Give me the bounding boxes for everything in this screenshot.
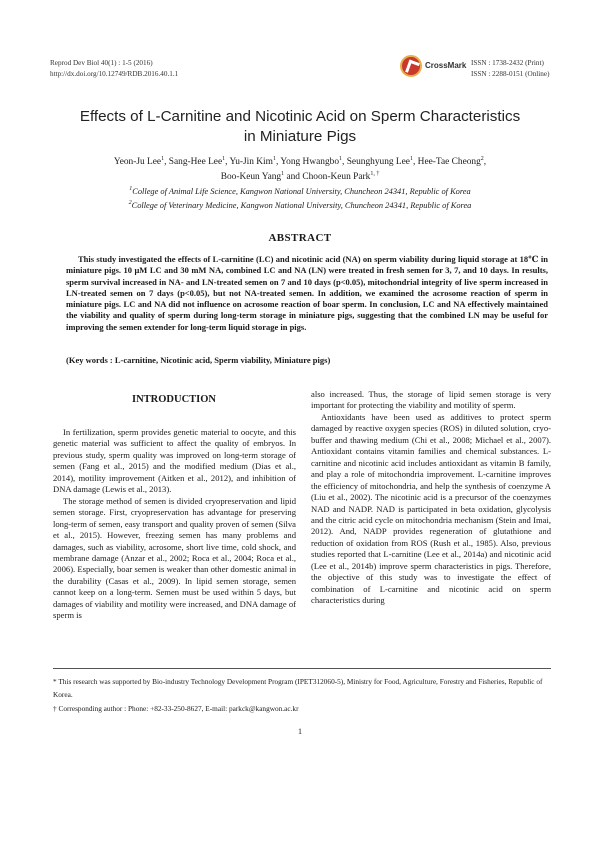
crossmark-label: CrossMark xyxy=(425,61,467,70)
crossmark-icon xyxy=(400,55,422,77)
paragraph: In fertilization, sperm provides genetic material to oocyte, and this genetic material was sufficient to affect the quality of embryos. In previous study, sperm quality was improved on long-term storage of semen (Fang et al., 2015) and the modified medium (Dias et al., 2014), motility improvement (Aitken et al., 2012), and inhibition of DNA damage (Lewis et al., 2013). xyxy=(53,427,296,495)
author-name: Hee-Tae Cheong xyxy=(417,157,481,167)
doi-link[interactable]: http://dx.doi.org/10.12749/RDB.2016.40.1.1 xyxy=(50,70,179,78)
journal-line: Reprod Dev Biol 40(1) : 1-5 (2016) xyxy=(50,59,153,67)
abstract-body: This study investigated the effects of L-carnitine (LC) and nicotinic acid (NA) on sperm viability during liquid storage at 18℃ in miniature pigs. 10 μM LC and 30 mM NA, combined LC and NA (LN) were treated in fresh semen for 3, 7, and 10 days. In results, sperm survival increased in NA- and LN-treated semen on 7 and 10 days (p<0.05), mitochondrial integrity of live sperm increased in LN-treated semen on 7 days (p<0.05), but not NA-treated semen. In addition, we examined the acrosome reaction of sperm in miniature pigs. LC and NA did not influence on acrosome reaction of boar sperm. In conclusion, LC and NA effectively maintained the viability and quality of sperm during long-term storage in miniature pigs, suggesting that the combined LN may be useful for improving the semen extender for long-term liquid storage in pigs. xyxy=(66,254,548,332)
author-sup: 1 xyxy=(222,155,226,162)
page-number: 1 xyxy=(298,727,302,736)
author-line-2: Boo-Keun Yang$^1$ and Choon-Keun Park$^{1, \dagger}$ xyxy=(220,170,380,182)
affiliation-sup: 2 xyxy=(128,199,132,206)
affiliations xyxy=(40,185,560,212)
keywords: (Key words : L-carnitine, Nicotinic acid, Sperm viability, Miniature pigs) xyxy=(66,355,331,365)
title-line-1: Effects of L-Carnitine and Nicotinic Acid on Sperm Characteristics xyxy=(79,108,521,125)
author-name: Yu-Jin Kim xyxy=(229,157,273,167)
author-line-1: Yeon-Ju Lee$^1$, Sang-Hee Lee$^1$, Yu-Jin Kim$^1$, Yong Hwangbo$^1$, Seunghyung Lee$^1$, Hee-Tae Cheong$^2$, xyxy=(113,155,487,167)
affiliation-2: $^2$College of Veterinary Medicine, Kangwon National University, Chuncheon 24341, Republic of Korea xyxy=(128,199,472,210)
article-title xyxy=(60,107,540,147)
author-name: Yong Hwangbo xyxy=(280,157,340,167)
issn-block xyxy=(471,58,549,80)
affiliation-1: $^1$College of Animal Life Science, Kangwon National University, Chuncheon 24341, Republic of Korea xyxy=(129,186,471,196)
author-name: Sang-Hee Lee xyxy=(168,157,223,167)
paragraph: The storage method of semen is divided cryopreservation and lipid semen storage. First, cryopreservation has advantage for preserving long-term of semen, easy transport and quality proven of semen (Silva et al., 2015). However, freezing semen has many problems and damages, such as viability, acrosome, short live time, cold shock, and membrane damage (Anzar et al., 2002; Roca et al., 2004; Roca et al., 2006). Especially, boar semen is weaker than other domestic animal in the durability (Casas et al., 2009). In lipid semen storage, semen cannot keep on a long-term. Semen must be used within 5 days, but damages of viability and motility were increased, and DNA damage of sperm is xyxy=(53,495,296,621)
author-sup: 1 xyxy=(409,155,413,162)
title-line-2: in Miniature Pigs xyxy=(243,128,357,145)
author-sup: 1 xyxy=(272,155,276,162)
paragraph: also increased. Thus, the storage of lipid semen storage is very important for protecting the viability and motility of sperm. xyxy=(311,389,551,411)
author-name: Boo-Keun Yang xyxy=(220,172,282,182)
issn-print: ISSN : 1738-2432 (Print) xyxy=(471,59,544,67)
author-list xyxy=(40,155,560,185)
author-sup: 1, † xyxy=(370,170,380,177)
paragraph: Antioxidants have been used as additives to protect sperm damaged by reactive oxygen species (ROS) in diluted solution, cryo-buffer and thawing medium (Chi et al., 2008; Michael et al., 2007). Antioxidant contains vitamin families and chemical substances. L-carnitine and nicotinic acid includes antioxidant as vitamin B family, and play a role of mitochondria improvement. L-carnitine improves the efficiency of mitochondria, and help the synthesis of coenzyme A (Liu et al., 2002). The nicotinic acid is a precursor of the coenzymes NAD and NADP. NAD is participated in beta oxidation, glycolysis and the citric acid cycle on mitochondria mechanism (Stein and Imai, 2012). And, NADP provides regeneration of glutathione and reduction of oxidation from ROS (Rush et al., 1985). Also, previous studies reported that L-carnitine (Lee et al., 2014a) and nicotinic acid (Lee et al., 2014b) improve sperm characteristics in pigs. Therefore, the objective of this study was to investigate the effect of combination of L-carnitine and nicotinic acid on sperm characteristics during xyxy=(311,411,551,606)
corresponding-author-footnote: † Corresponding author : Phone: +82-33-250-8627, E-mail: parkck@kangwon.ac.kr xyxy=(53,704,299,713)
affiliation-sup: 1 xyxy=(129,186,133,193)
author-sup: 1 xyxy=(281,170,285,177)
author-name: Choon-Keun Park xyxy=(302,172,371,182)
author-name: Seunghyung Lee xyxy=(346,157,410,167)
introduction-heading: INTRODUCTION xyxy=(131,394,216,405)
author-name: Yeon-Ju Lee xyxy=(113,157,162,167)
body-column-left xyxy=(53,427,296,622)
abstract-heading: ABSTRACT xyxy=(268,232,332,244)
footnote-divider xyxy=(53,668,551,669)
crossmark-badge[interactable] xyxy=(400,55,466,79)
funding-footnote: * This research was supported by Bio-industry Technology Development Program (IPET312060-5), Ministry for Food, Agriculture, Forestry and Fisheries, Republic of Korea. xyxy=(53,677,543,699)
body-column-right xyxy=(311,389,551,607)
author-sup: 1 xyxy=(339,155,343,162)
issn-online: ISSN : 2288-0151 (Online) xyxy=(471,70,550,78)
author-sup: 2 xyxy=(480,155,484,162)
journal-citation xyxy=(50,58,178,80)
author-sup: 1 xyxy=(161,155,165,162)
